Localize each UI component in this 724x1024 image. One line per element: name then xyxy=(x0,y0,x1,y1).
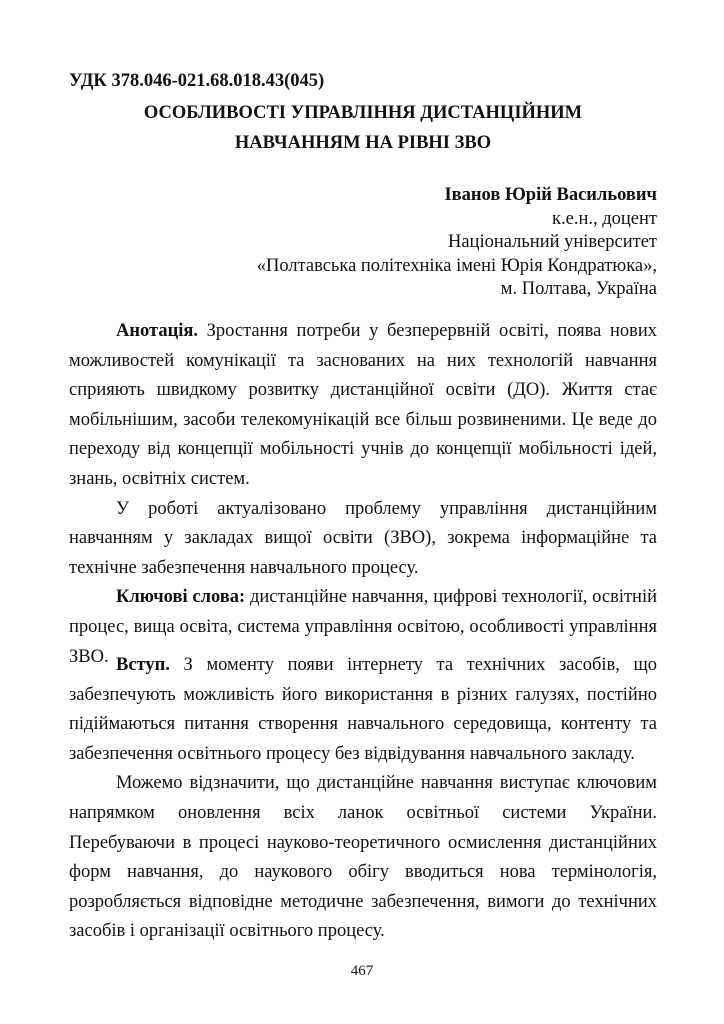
author-location: м. Полтава, Україна xyxy=(500,279,657,299)
author-degree: к.е.н., доцент xyxy=(552,208,657,229)
page-number: 467 xyxy=(350,963,374,979)
paper-title xyxy=(69,99,657,158)
author-block xyxy=(69,184,657,302)
title-line-2: НАВЧАННЯМ НА РІВНІ ЗВО xyxy=(234,132,492,153)
author-name: Іванов Юрій Васильович xyxy=(444,185,657,205)
udk-code: УДК 378.046-021.68.018.43(045) xyxy=(69,71,325,91)
author-affiliation-line-1: Національний університет xyxy=(447,232,657,252)
introduction-section xyxy=(69,651,657,947)
keywords-text: дистанційне навчання, цифрові технології, освітній процес, вища освіта, система управління освітою, особливості управління ЗВО. xyxy=(69,587,657,667)
abstract-section xyxy=(69,317,657,672)
introduction-label: Вступ. xyxy=(116,655,170,675)
abstract-paragraph xyxy=(69,317,657,495)
abstract-label: Анотація. xyxy=(116,321,199,341)
title-line-1: ОСОБЛИВОСТІ УПРАВЛІННЯ ДИСТАНЦІЙНИМ xyxy=(143,103,583,123)
abstract-paragraph-2: У роботі актуалізовано проблему управління дистанційним навчанням у закладах вищої освіти (ЗВО), зокрема інформаційне та технічне забезпечення навчального процесу. xyxy=(69,498,657,578)
keywords-label: Ключові слова: xyxy=(116,587,246,608)
introduction-text: З моменту появи інтернету та технічних засобів, що забезпечують можливість його використання в різних галузях, постійно підіймаються питання створення навчального середовища, контенту та забезпечення освітнього процесу без відвідування навчального закладу. xyxy=(69,655,657,764)
introduction-paragraph xyxy=(69,651,657,769)
introduction-paragraph-2: Можемо відзначити, що дистанційне навчання виступає ключовим напрямком оновлення всіх ланок освітньої системи України. Перебуваючи в процесі науково-теоретичного осмислення дистанційних форм навчання, до наукового обігу вводиться нова термінологія, розробляється відповідне методичне забезпечення, вимоги до технічних засобів і організації освітнього процесу. xyxy=(69,773,657,942)
abstract-text: Зростання потреби у безперервній освіті, поява нових можливостей комунікації та заснованих на них технологій навчання сприяють швидкому розвитку дистанційної освіти (ДО). Життя стає мобільнішим, засоби телекомунікацій все більш розвиненими. Це веде до переходу від концепції мобільності учнів до концепції мобільності ідей, знань, освітніх систем. xyxy=(69,321,657,489)
author-affiliation-line-2: «Полтавська політехніка імені Юрія Кондратюка», xyxy=(256,255,657,276)
